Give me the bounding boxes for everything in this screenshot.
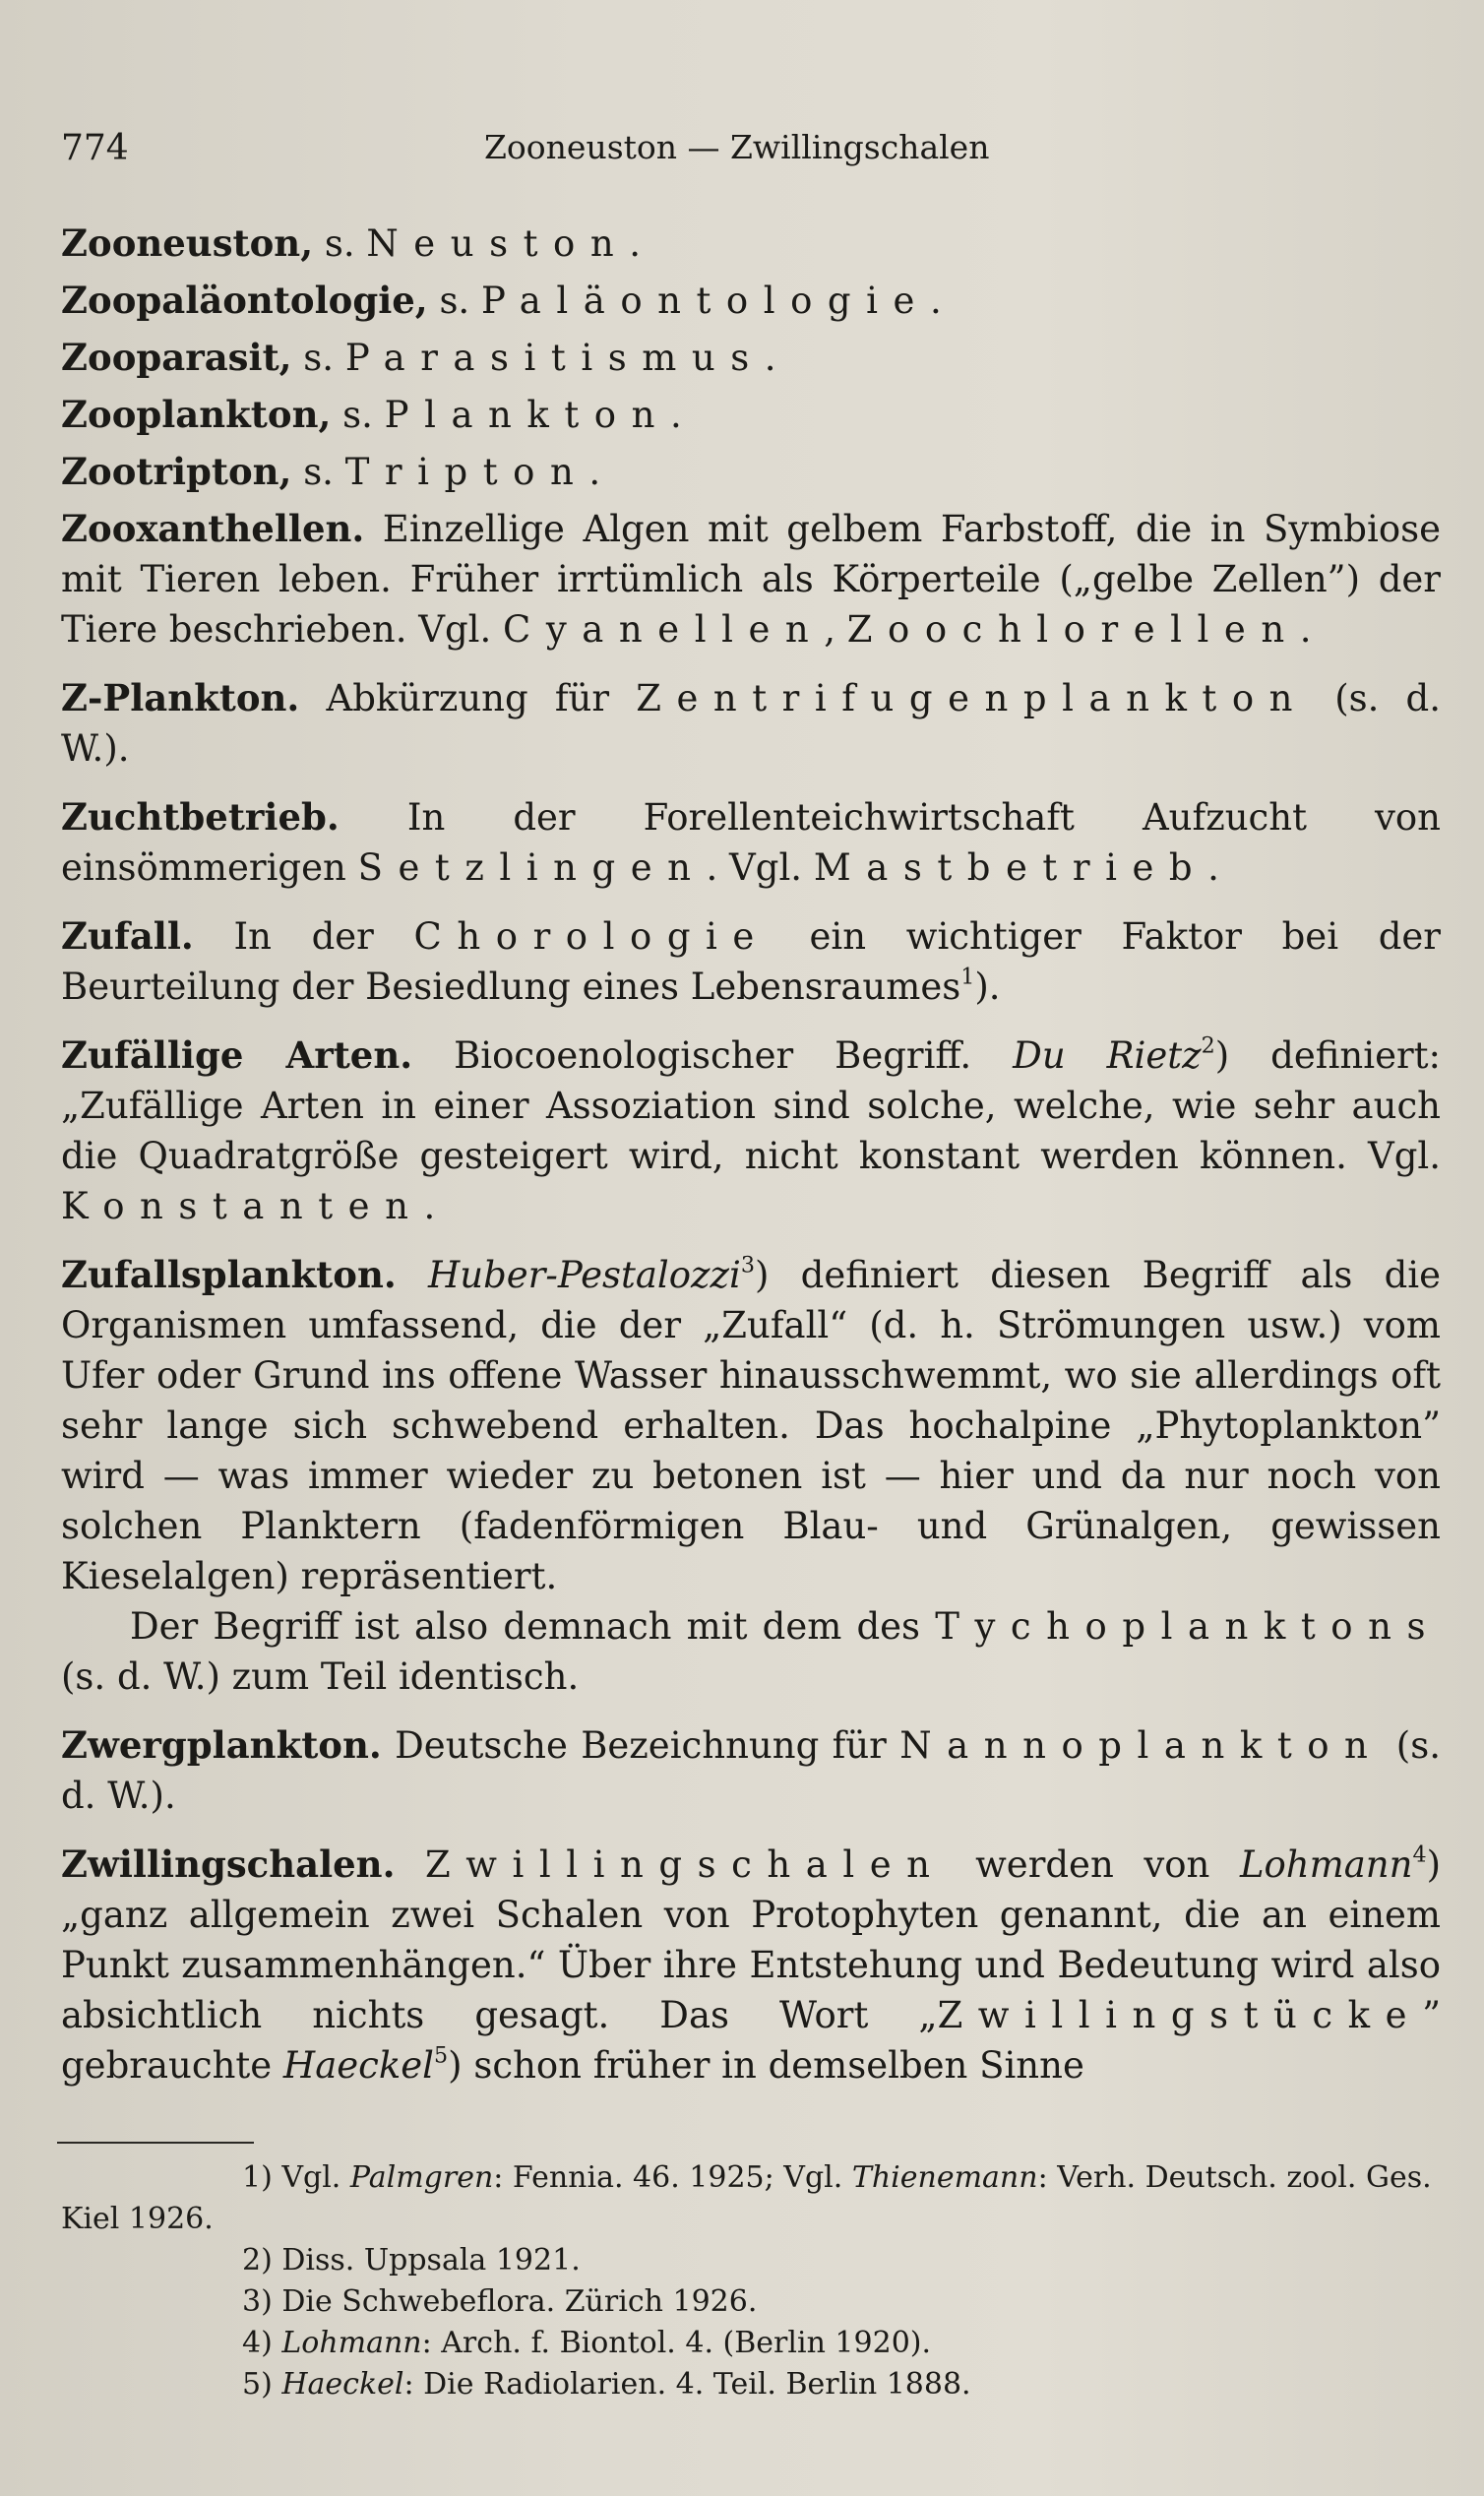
entry-zufallsplankton: Zufallsplankton. Huber-Pestalozzi$^3$) definiert diesen Begriff als die Organismen umfassend, die der „Zufall“ (d. h. Strömungen usw.) vom Ufer oder Grund ins offene Wasser hinausschwemmt, wo sie allerdings oft sehr lange sich schwebend erhalten. Das hochalpine „Phytoplankton” wird — was immer wieder zu betonen ist — hier und da nur noch von solchen Planktern (fadenförmigen Blau- und Grünalgen, gewissen Kieselalgen) repräsentiert. — [61, 1252, 1441, 1597]
entry-zooplankton: Zooplankton, s. Plankton. — [61, 393, 682, 436]
entry-zufall: Zufall. In der Chorologie ein wichtiger Faktor bei der Beurteilung der Besiedlung eines Lebensraumes$^1$). — [61, 914, 1441, 1008]
cross-reference: Zoochlorellen — [846, 608, 1300, 651]
entry-term: Zooneuston, — [61, 221, 314, 265]
cross-reference: Mastbetrieb — [813, 846, 1208, 889]
running-title: Zooneuston — Zwillingschalen — [484, 128, 990, 166]
entry-zooxanthellen: Zooxanthellen. Einzellige Algen mit gelbem Farbstoff, die in Symbiose mit Tieren leben. Früher irrtümlich als Körperteile („gelbe Zellen”) der Tiere beschrieben. Vgl. Cyanellen, Zoochlorellen. — [61, 507, 1441, 651]
cross-reference: Paläontologie — [480, 280, 930, 322]
cross-reference: Parasitismus — [344, 337, 765, 379]
entry-term: Zuchtbetrieb. — [61, 795, 340, 839]
footnote-marker: 2 — [1201, 1032, 1215, 1059]
author-name: Haeckel — [281, 2367, 404, 2402]
entry-z-plankton: Z-Plankton. Abkürzung für Zentrifugenplankton (s. d. W.). — [61, 676, 1441, 770]
entry-zufallsplankton-continuation: Der Begriff ist also demnach mit dem des Tychoplanktons (s. d. W.) zum Teil identisch. — [61, 1605, 1441, 1698]
entry-term: Zootripton, — [61, 450, 292, 493]
entry-term: Zufall. — [61, 914, 194, 958]
entry-term: Zooxanthellen. — [61, 507, 365, 550]
cross-reference: Neuston — [366, 222, 630, 265]
cross-reference: Nannoplankton — [899, 1724, 1384, 1767]
cross-reference: Zwillingschalen — [425, 1843, 946, 1886]
footnote-4: 4) Lohmann: Arch. f. Biontol. 4. (Berlin 1920). — [242, 2326, 932, 2360]
entry-zoopalaeontologie: Zoopaläontologie, s. Paläontologie. — [61, 279, 942, 322]
page-header — [61, 118, 1439, 177]
entry-zuchtbetrieb: Zuchtbetrieb. In der Forellenteichwirtschaft Aufzucht von einsömmerigen Setzlingen. Vgl. Mastbetrieb. — [61, 795, 1441, 889]
entry-term: Zoopaläontologie, — [61, 279, 428, 322]
footnote-marker: 4 — [1412, 1841, 1427, 1868]
author-name: Du Rietz — [1013, 1034, 1202, 1077]
cross-reference: Zentrifugenplankton — [636, 677, 1309, 719]
author-name: Lohmann — [281, 2326, 422, 2360]
cross-reference: Tripton — [344, 451, 589, 493]
cross-reference: Tychoplanktons — [935, 1605, 1441, 1648]
entries-list — [61, 218, 1441, 2109]
cross-reference: Setzlingen — [357, 846, 707, 889]
entry-zootripton: Zootripton, s. Tripton. — [61, 450, 601, 493]
footnote-1: 1) Vgl. Palmgren: Fennia. 46. 1925; Vgl. Thienemann: Verh. Deutsch. zool. Ges. Kiel 1926. — [61, 2160, 1432, 2236]
entry-term: Zwergplankton. — [61, 1723, 382, 1767]
footnote-marker: 1 — [960, 964, 975, 990]
author-name: Lohmann — [1239, 1843, 1413, 1886]
entry-zooneuston: Zooneuston, s. Neuston. — [61, 221, 641, 265]
footnote-marker: 5 — [434, 2042, 449, 2069]
footnote-divider — [57, 2142, 254, 2144]
cross-reference: Chorologie — [413, 915, 770, 958]
footnotes — [61, 2157, 1439, 2405]
cross-reference: Cyanellen — [503, 608, 825, 651]
entry-zwergplankton: Zwergplankton. Deutsche Bezeichnung für Nannoplankton (s. d. W.). — [61, 1723, 1441, 1817]
entry-zufaellige-arten: Zufällige Arten. Biocoenologischer Begriff. Du Rietz$^2$) definiert: „Zufällige Arten in einer Assoziation sind solche, welche, wie sehr auch die Quadratgröße gesteigert wird, nicht konstant werden können. Vgl. Konstanten. — [61, 1032, 1441, 1227]
footnote-5: 5) Haeckel: Die Radiolarien. 4. Teil. Berlin 1888. — [242, 2367, 971, 2402]
author-name: Palmgren — [349, 2160, 494, 2195]
footnote-3: 3) Die Schwebeflora. Zürich 1926. — [242, 2284, 758, 2319]
author-name: Thienemann — [851, 2160, 1038, 2195]
entry-zooparasit: Zooparasit, s. Parasitismus. — [61, 336, 776, 379]
entry-term: Zooparasit, — [61, 336, 292, 379]
entry-term: Zufallsplankton. — [61, 1253, 397, 1296]
author-name: Huber-Pestalozzi — [427, 1254, 741, 1296]
page-number: 774 — [61, 128, 129, 168]
cross-reference: Konstanten — [61, 1185, 424, 1227]
author-name: Haeckel — [282, 2044, 435, 2087]
entry-term: Zufällige Arten. — [61, 1033, 413, 1077]
entry-term: Zooplankton, — [61, 393, 332, 436]
cross-reference: Plankton — [384, 394, 670, 436]
footnote-2: 2) Diss. Uppsala 1921. — [242, 2243, 581, 2278]
entry-zwillingschalen: Zwillingschalen. Zwillingschalen werden von Lohmann$^4$) „ganz allgemein zwei Schalen von Protophyten genannt, die an einem Punkt zusammenhängen.“ Über ihre Entstehung und Bedeutung wird also absichtlich nichts gesagt. Das Wort „Zwillingstücke” gebrauchte Haeckel$^5$) schon früher in demselben Sinne — [61, 1841, 1441, 2087]
entry-term: Z-Plankton. — [61, 676, 300, 719]
entry-term: Zwillingschalen. — [61, 1842, 396, 1886]
footnote-marker: 3 — [740, 1252, 755, 1279]
cross-reference: Zwillingstücke — [937, 1994, 1423, 2036]
